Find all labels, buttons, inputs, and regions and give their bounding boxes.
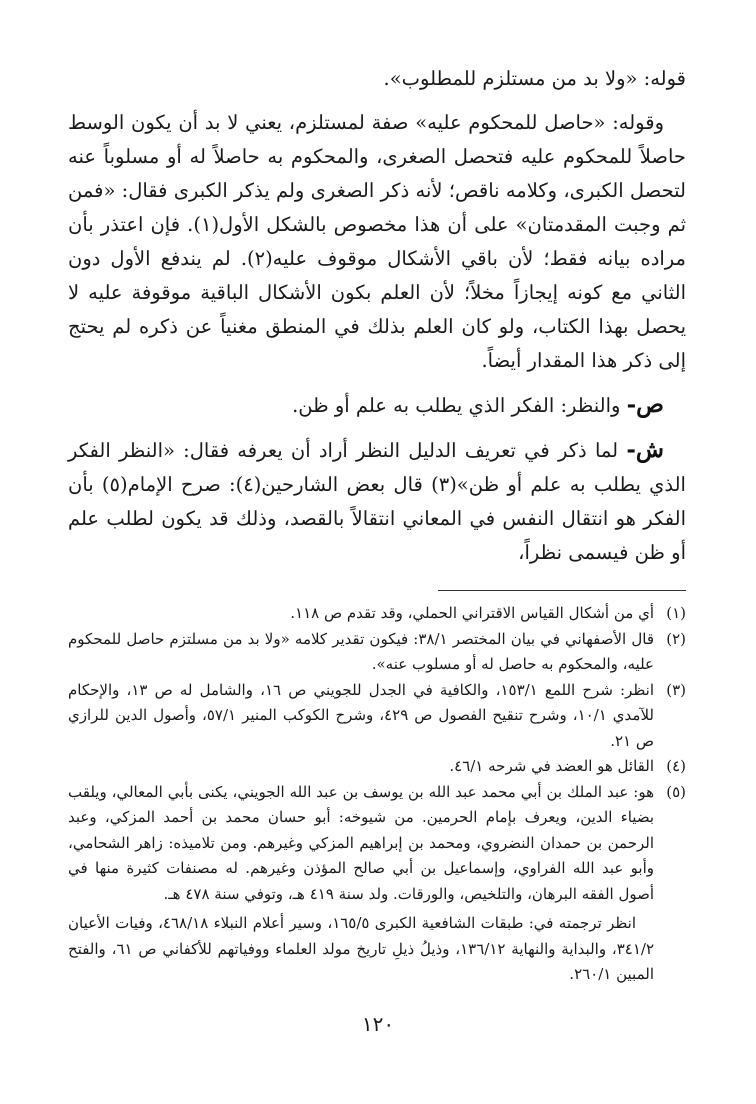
footnote-2 xyxy=(68,627,686,678)
matn-text: والنظر: الفكر الذي يطلب به علم أو ظن. xyxy=(292,394,621,417)
footnote-5 xyxy=(68,780,686,908)
footnote-text: أي من أشكال القياس الاقتراني الحملي، وقد تقدم ص ١١٨. xyxy=(290,604,654,622)
footnote-1 xyxy=(68,601,686,627)
paragraph-sharh xyxy=(68,433,686,570)
paragraph-commentary: وقوله: «حاصل للمحكوم عليه» صفة لمستلزم، يعني لا بد أن يكون الوسط حاصلاً للمحكوم عليه فتحصل الصغرى، والمحكوم به حاصلاً له أو مسلوباً عنه لتحصل الكبرى، وكلامه ناقص؛ لأنه ذكر الصغرى ولم يذكر الكبرى فقال: «فمن ثم وجبت المقدمتان» على أن هذا مخصوص بالشكل الأول(١). فإن اعتذر بأن مراده بيانه فقط؛ لأن باقي الأشكال موقوف عليه(٢). لم يندفع الأول دون الثاني مع كونه إيجازاً مخلاً؛ لأن العلم بكون الأشكال الباقية موقوفة عليه لا يحصل بهذا الكتاب، ولو كان العلم بذلك في المنطق مغنياً عن ذكره لم يحتج إلى ذكر هذا المقدار أيضاً. xyxy=(68,111,687,372)
footnote-3 xyxy=(68,678,686,755)
footnote-number: (٣) xyxy=(666,680,686,699)
matn-marker: ص- xyxy=(626,391,664,418)
footnote-text: انظر: شرح اللمع ١٥٣/١، والكافية في الجدل للجويني ص ١٦، والشامل له ص ١٣، والإحكام للآمدي ١٠/١، وشرح تنقيح الفصول ص ٤٢٩، وشرح الكوكب المنير ٥٧/١، وأصول الدين للرازي ص ٢١. xyxy=(68,680,654,750)
footnotes xyxy=(68,601,686,988)
paragraph-quote: قوله: «ولا بد من مستلزم للمطلوب». xyxy=(383,67,686,90)
footnote-text: هو: عبد الملك بن أبي محمد عبد الله بن يوسف بن عبد الله الجويني، يكنى بأبي المعالي، ويلقب بضياء الدين، ويعرف بإمام الحرمين. من شيوخه: أبو حسان محمد بن أحمد المزكي، وعبد الرحمن بن حمدان النضروي، ومحمد بن إبراهيم المزكي وغيرهم. ومن تلاميذه: زاهر الشحامي، وأبو عبد الله الفراوي، وإسماعيل بن أبي صالح المؤذن وغيرهم. له مصنفات كثيرة منها في أصول الفقه البرهان، والتلخيص، والورقات. ولد سنة ٤١٩ هـ، وتوفي سنة ٤٧٨ هـ. xyxy=(68,782,654,903)
footnote-divider xyxy=(438,590,686,591)
page-number: ١٢٠ xyxy=(361,1012,395,1036)
footnote-text: القائل هو العضد في شرحه ٤٦/١. xyxy=(449,757,654,775)
footnote-4 xyxy=(68,754,686,780)
paragraph-matn xyxy=(68,388,686,423)
footnote-number: (٢) xyxy=(666,629,686,648)
footnote-number: (١) xyxy=(666,604,686,622)
footnote-5-bibliography: انظر ترجمته في: طبقات الشافعية الكبرى ١٦٥/٥، وسير أعلام النبلاء ٤٦٨/١٨، وفيات الأعيان ٣٤١/٢، والبداية والنهاية ١٣٦/١٢، وذيلُ ذيلِ تاريخ مولد العلماء ووفياتهم للأكفاني ص ٦١، والفتح المبين ٢٦٠/١. xyxy=(68,914,654,983)
footnote-number: (٤) xyxy=(666,757,686,775)
main-text xyxy=(68,62,686,570)
sharh-marker: ش- xyxy=(626,436,664,463)
footnote-text: قال الأصفهاني في بيان المختصر ٣٨/١: فيكون تقدير كلامه «ولا بد من مسلتزم حاصل للمحكوم عليه، والمحكوم به حاصل له أو مسلوب عنه». xyxy=(68,629,654,673)
footnote-number: (٥) xyxy=(666,782,686,801)
sharh-text: لما ذكر في تعريف الدليل النظر أراد أن يعرفه فقال: «النظر الفكر الذي يطلب به علم أو ظن»(٣) قال بعض الشارحين(٤): صرح الإمام(٥) بأن الفكر هو انتقال النفس في المعاني انتقالاً بالقصد، وذلك قد يكون لطلب علم أو ظن فيسمى نظراً، xyxy=(68,439,686,564)
